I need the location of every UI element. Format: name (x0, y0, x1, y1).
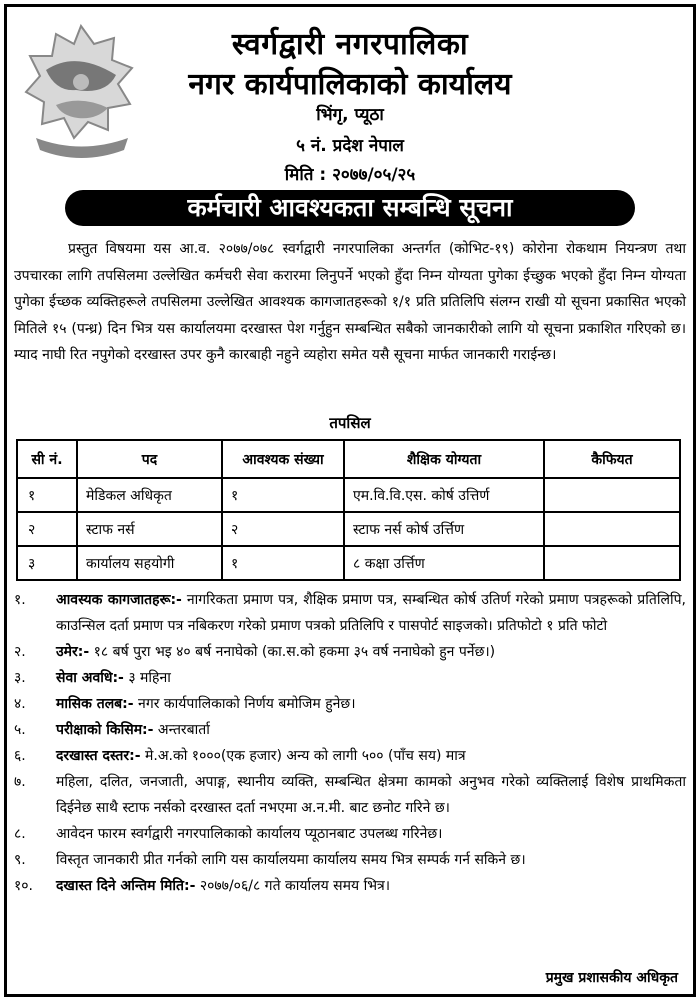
notice-date: मिति : २०७७/०५/२५ (284, 165, 416, 185)
table-row (17, 478, 680, 512)
list-item (14, 743, 686, 769)
item-text: ३ महिना (123, 670, 171, 686)
item-number: ४. (14, 696, 26, 712)
item-text: मे.अ.को १०००(एक हजार) अन्य को लागी ५०० (पाँच सय) मात्र (140, 748, 466, 764)
notice-title-banner: कर्मचारी आवश्यकता सम्बन्धि सूचना (65, 190, 635, 226)
conditions-list (14, 587, 686, 899)
province: ५ नं. प्रदेश नेपाल (296, 136, 404, 156)
office-address: भिंगृ, प्यूठा (316, 105, 384, 125)
intro-paragraph (14, 236, 686, 369)
cell-count: १ (222, 546, 344, 580)
col-header-sn: सी नं. (17, 440, 77, 478)
list-item (14, 873, 686, 899)
table-header-row (17, 440, 680, 478)
cell-count: १ (222, 478, 344, 512)
cell-remarks (544, 546, 680, 580)
col-header-post: पद (77, 440, 222, 478)
item-text: २०७७/०६/८ गते कार्यालय समय भित्र। (195, 878, 391, 894)
cell-remarks (544, 478, 680, 512)
item-label: सेवा अवधि:- (56, 670, 124, 686)
municipality-name: स्वर्गद्वारी नगरपालिका (231, 27, 469, 62)
item-number: २. (14, 644, 26, 660)
item-text: आवेदन फारम स्वर्गद्वारी नगरपालिकाको कार्यालय प्यूठानबाट उपलब्ध गरिनेछ। (56, 826, 443, 842)
item-text: १८ बर्ष पुरा भइ ४० बर्ष ननाघेको (का.स.को हकमा ३५ वर्ष ननाघेको हुन पर्नेछ।) (89, 644, 496, 660)
item-number: ६. (14, 748, 26, 764)
item-number: १. (14, 592, 26, 608)
signature-title: प्रमुख प्रशासकीय अधिकृत (545, 970, 678, 986)
item-number: १०. (14, 878, 34, 894)
list-item (14, 691, 686, 717)
cell-qualification: स्टाफ नर्स कोर्ष उर्त्तिण (344, 512, 544, 546)
list-item (14, 717, 686, 743)
cell-qualification: एम.वि.वि.एस. कोर्ष उत्तिर्ण (344, 478, 544, 512)
item-label: आवस्यक कागजातहरू:- (56, 592, 182, 608)
item-number: ३. (14, 670, 26, 686)
office-name: नगर कार्यपालिकाको कार्यालय (188, 67, 512, 102)
table-row (17, 512, 680, 546)
item-text: नागरिकता प्रमाण पत्र, शैक्षिक प्रमाण पत्र, सम्बन्धित कोर्ष उतिर्ण गरेको प्रमाण पत्रहरूको प्रतिलिपि, काउन्सिल दर्ता प्रमाण पत्र नबिकरण गरेको प्रमाण पत्रको प्रतिलिपि र पासपोर्ट साइजको। प्रतिफोटो १ प्रति फोटो (56, 592, 686, 634)
cell-count: २ (222, 512, 344, 546)
item-text: अन्तरबार्ता (153, 722, 210, 738)
cell-sn: २ (17, 512, 77, 546)
list-item (14, 821, 686, 847)
item-label: दखास्त दिने अन्तिम मिति:- (56, 878, 196, 894)
list-item (14, 587, 686, 639)
table-row (17, 546, 680, 580)
intro-text: प्रस्तुत विषयमा यस आ.व. २०७७/०७८ स्वर्गद्वारी नगरपालिका अन्तर्गत (कोभिट-१९) कोरोना रोकथाम नियन्त्रण तथा उपचारका लागि तपसिलमा उल्लेखित कर्मचरी सेवा करारमा लिनुपर्ने भएको हुँदा निम्न योग्यता पुगेका ईच्छुक भएको हुँदा निम्न योग्यता पुगेका ईच्छक व्यक्तिहरूले तपसिलमा उल्लेखित आवश्यक कागजातहरूको १/१ प्रति प्रतिलिपि संलग्न राखी यो सूचना प्रकासित भएको मितिले १५ (पन्ध्र) दिन भित्र यस कार्यालयमा दरखास्त पेश गर्नुहुन सम्बन्धित सबैको जानकारीको लागि यो सूचना प्रकाशित गरिएको छ। म्याद नाघी रित नपुगेको दरखास्त उपर कुनै कारबाही नहुने व्यहोरा समेत यसै सूचना मार्फत जानकारी गराईन्छ। (14, 241, 686, 363)
col-header-qualification: शैक्षिक योग्यता (344, 440, 544, 478)
cell-post: मेडिकल अधिकृत (77, 478, 222, 512)
cell-post: स्टाफ नर्स (77, 512, 222, 546)
item-label: मासिक तलब:- (56, 696, 134, 712)
item-label: उमेर:- (56, 644, 90, 660)
item-text: महिला, दलित, जनजाती, अपाङ्ग, स्थानीय व्यक्ति, सम्बन्धित क्षेत्रमा कामको अनुभव गरेको व्यक्तिलाई विशेष प्राथमिकता दिईनेछ साथै स्टाफ नर्सको दरखास्त दर्ता नभएमा अ.न.मी. बाट छनोट गरिने छ। (56, 774, 686, 816)
item-label: परीक्षाको किसिम:- (56, 722, 154, 738)
list-item (14, 769, 686, 821)
item-text: नगर कार्यपालिकाको निर्णय बमोजिम हुनेछ। (133, 696, 356, 712)
item-number: ९. (14, 852, 26, 868)
item-number: ७. (14, 774, 26, 790)
cell-remarks (544, 512, 680, 546)
list-item (14, 847, 686, 873)
cell-qualification: ८ कक्षा उर्त्तिण (344, 546, 544, 580)
col-header-count: आवश्यक संख्या (222, 440, 344, 478)
list-item (14, 665, 686, 691)
cell-sn: १ (17, 478, 77, 512)
item-number: ८. (14, 826, 26, 842)
vacancy-table (16, 439, 681, 581)
cell-sn: ३ (17, 546, 77, 580)
list-item (14, 639, 686, 665)
item-number: ५. (14, 722, 26, 738)
item-label: दरखास्त दस्तर:- (56, 748, 141, 764)
item-text: विस्तृत जानकारी प्रीत गर्नको लागि यस कार्यालयमा कार्यालय समय भित्र सम्पर्क गर्न सकिने छ। (56, 852, 526, 868)
table-caption: तपसिल (329, 414, 371, 432)
col-header-remarks: कैफियत (544, 440, 680, 478)
cell-post: कार्यालय सहयोगी (77, 546, 222, 580)
